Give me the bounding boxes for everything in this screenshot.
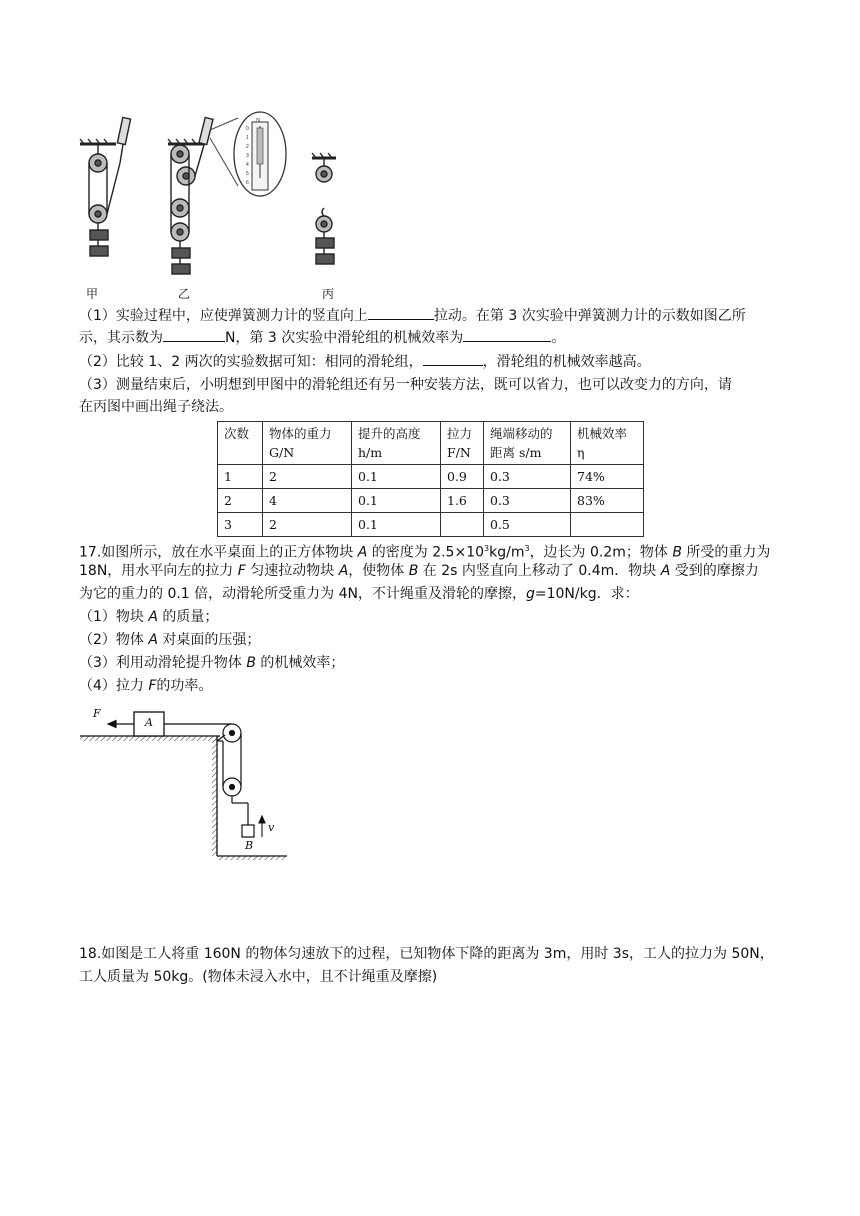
table-cell bbox=[441, 513, 484, 537]
q16-part3-line2: 在丙图中画出绳子绕法。 bbox=[79, 399, 233, 415]
label-a: A bbox=[145, 716, 153, 729]
svg-text:4: 4 bbox=[246, 162, 249, 168]
table-row bbox=[218, 489, 644, 513]
table-cell: 1 bbox=[218, 465, 263, 489]
table-cell: 0.1 bbox=[352, 465, 441, 489]
table-header-cell: 提升的高度 h/m bbox=[352, 422, 441, 465]
pulley-setup-bing bbox=[312, 153, 336, 264]
svg-text:6: 6 bbox=[246, 180, 249, 186]
q17-line2: 18N，用水平向左的拉力 F 匀速拉动物块 A，使物体 B 在 2s 内竖直向上移动了 0.4m．物块 A 受到的摩擦力 bbox=[79, 563, 759, 579]
table-cell: 2 bbox=[263, 513, 352, 537]
q16-part1-line1: （1）实验过程中，应使弹簧测力计的竖直向上 拉动。在第 3 次实验中弹簧测力计的示数如图乙所 bbox=[79, 305, 746, 327]
table-surface bbox=[80, 736, 287, 860]
pulley-setup-yi bbox=[168, 117, 213, 274]
q16-part3-line1: （3）测量结束后，小明想到甲图中的滑轮组还有另一种安装方法，既可以省力，也可以改变力的方向，请 bbox=[79, 377, 732, 393]
force-arrow bbox=[108, 721, 134, 728]
figure-label-bing: 丙 bbox=[322, 287, 335, 301]
table-cell: 0.9 bbox=[441, 465, 484, 489]
svg-text:3: 3 bbox=[246, 153, 249, 159]
pulley-figure bbox=[70, 108, 370, 308]
table-header-cell: 物体的重力 G/N bbox=[263, 422, 352, 465]
table-pulley-figure bbox=[80, 705, 295, 865]
q17-sub2: （2）物体 A 对桌面的压强； bbox=[79, 632, 261, 648]
table-cell: 0.3 bbox=[484, 465, 571, 489]
table-header-cell: 次数 bbox=[218, 422, 263, 465]
q17-sub3: （3）利用动滑轮提升物体 B 的机械效率； bbox=[79, 655, 345, 671]
table-cell: 0.5 bbox=[484, 513, 571, 537]
table-cell: 2 bbox=[263, 465, 352, 489]
q16-part1-line2: 示，其示数为 N，第 3 次实验中滑轮组的机械效率为 。 bbox=[79, 327, 565, 349]
table-cell: 3 bbox=[218, 513, 263, 537]
table-row bbox=[218, 513, 644, 537]
table-cell: 83% bbox=[571, 489, 644, 513]
block-b bbox=[232, 803, 254, 837]
table-cell: 0.3 bbox=[484, 489, 571, 513]
table-cell: 1.6 bbox=[441, 489, 484, 513]
table-row bbox=[218, 465, 644, 489]
table-header-row bbox=[218, 422, 644, 465]
table-header-cell: 绳端移动的 距离 s/m bbox=[484, 422, 571, 465]
svg-text:5: 5 bbox=[246, 171, 249, 177]
table-cell bbox=[571, 513, 644, 537]
label-b: B bbox=[245, 839, 254, 852]
q18-line2: 工人质量为 50kg。(物体未浸入水中，且不计绳重及摩擦) bbox=[79, 969, 438, 985]
table-cell: 2 bbox=[218, 489, 263, 513]
q17-line1: 17.如图所示，放在水平桌面上的正方体物块 A 的密度为 $2.5\times 10^3kg/m^3$，边长为 0.2m；物体 B 所受的重力为 bbox=[79, 544, 771, 561]
q18-line1: 18.如图是工人将重 160N 的物体匀速放下的过程，已知物体下降的距离为 3m，用时 3s，工人的拉力为 50N， bbox=[79, 946, 774, 962]
pulley-setup-jia bbox=[80, 117, 131, 256]
figure-label-jia: 甲 bbox=[86, 287, 99, 301]
table-cell: 74% bbox=[571, 465, 644, 489]
q17-line3: 为它的重力的 0.1 倍，动滑轮所受重力为 4N，不计绳重及滑轮的摩擦，g=10N/kg．求： bbox=[79, 586, 639, 602]
q17-sub1: （1）物块 A 的质量； bbox=[79, 609, 219, 625]
scale-letter: N bbox=[256, 118, 261, 124]
svg-text:1: 1 bbox=[246, 135, 249, 141]
svg-text:2: 2 bbox=[246, 144, 249, 150]
svg-text:0: 0 bbox=[246, 126, 249, 132]
experiment-data-table bbox=[217, 421, 644, 537]
q17-sub4: （4）拉力 F的功率。 bbox=[79, 678, 213, 694]
label-f: F bbox=[93, 707, 101, 720]
table-header-cell: 拉力 F/N bbox=[441, 422, 484, 465]
velocity-arrow bbox=[259, 816, 265, 837]
label-v: v bbox=[268, 821, 275, 834]
table-cell: 0.1 bbox=[352, 513, 441, 537]
table-cell: 0.1 bbox=[352, 489, 441, 513]
table-header-cell: 机械效率 η bbox=[571, 422, 644, 465]
q16-part2: （2）比较 1、2 两次的实验数据可知：相同的滑轮组， ，滑轮组的机械效率越高。 bbox=[79, 351, 651, 373]
table-cell: 4 bbox=[263, 489, 352, 513]
figure-label-yi: 乙 bbox=[178, 287, 191, 301]
